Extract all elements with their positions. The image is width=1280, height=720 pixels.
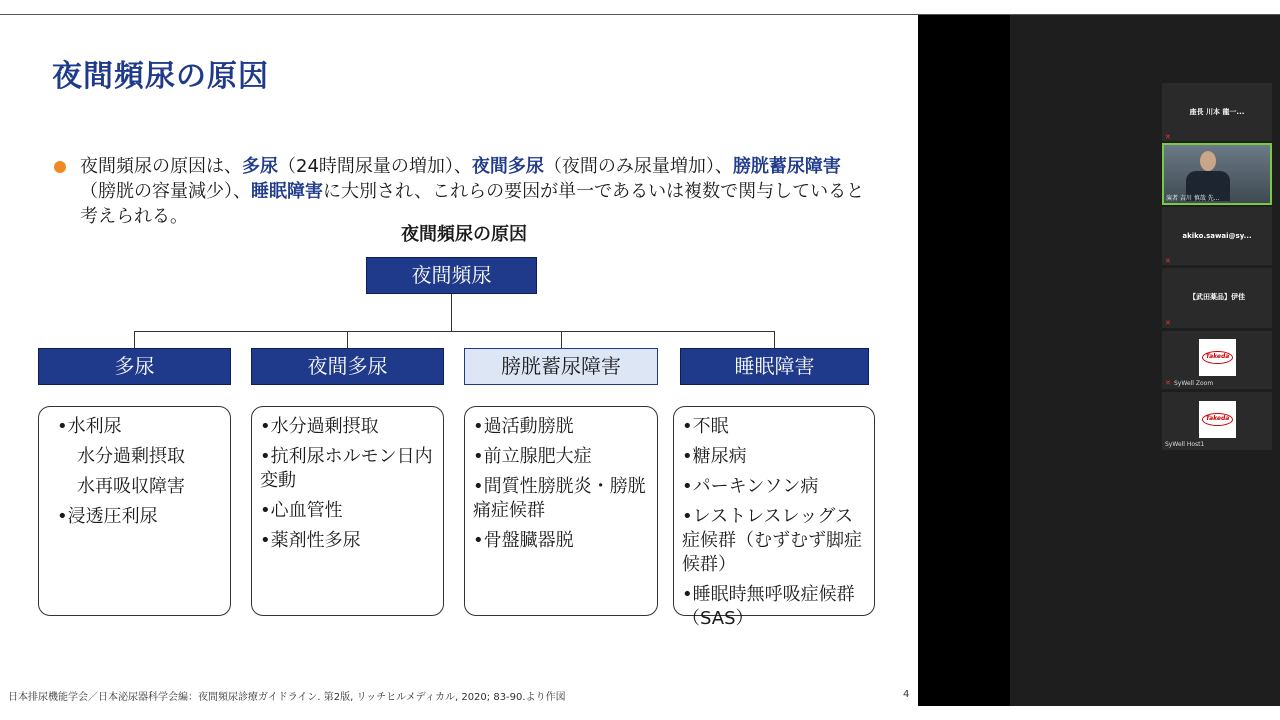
list-item: •パーキンソン病 [682,476,819,497]
connector-line [134,331,775,332]
participant-name: 座長 川本 龍一... [1189,108,1245,116]
list-item: 水分過剰摂取 [77,446,185,467]
list-item: •抗利尿ホルモン日内変動 [260,446,433,491]
participant-tile[interactable] [1162,207,1272,265]
bullet-highlight: 睡眠障害 [251,181,323,202]
window-top-bar [0,0,1280,15]
shared-slide [0,15,918,706]
mic-muted-icon: ✕ [1165,133,1171,141]
slide-footer-reference: 日本排尿機能学会／日本泌尿器科学会編：夜間頻尿診療ガイドライン. 第2版, リッチヒルメディカル, 2020; 83-90.より作図 [8,692,566,703]
connector-line [774,331,775,348]
list-item: •間質性膀胱炎・膀胱痛症候群 [473,476,646,521]
diagram-title: 夜間頻尿の原因 [401,224,527,245]
slide-title: 夜間頻尿の原因 [52,59,269,94]
connector-line [347,331,348,348]
list-item: •薬剤性多尿 [260,530,361,551]
participant-name: akiko.sawai@sy... [1182,232,1252,240]
diagram-root-box: 夜間頻尿 [366,257,537,294]
participant-video[interactable] [1162,143,1272,205]
bullet-highlight: 夜間多尿 [471,156,544,177]
list-item: •前立腺肥大症 [473,446,592,467]
bullet-segment: に大別され、これらの要因が単一であるいは複数で関与していると考えられる。 [80,181,865,227]
bullet-text [80,154,870,229]
mic-muted-icon: ✕ [1165,379,1171,387]
bullet-segment: （夜間のみ尿量増加）、 [543,156,733,177]
mic-muted-icon: ✕ [1165,319,1171,327]
bullet-highlight: 多尿 [242,156,278,177]
connector-line [451,294,452,332]
detail-box-bladder-storage [464,406,658,616]
bullet-dot-icon [54,161,66,173]
connector-line [134,331,135,348]
participant-label: 演者 吉川 慎哉 先... [1166,195,1220,202]
bullet-highlight: 膀胱蓄尿障害 [732,156,841,177]
takeda-logo [1199,401,1236,438]
detail-box-nocturnal-polyuria [251,406,444,616]
mic-muted-icon: ✕ [1165,257,1171,265]
detail-box-sleep-disorder [673,406,875,629]
logo-text: Takeda [1205,415,1230,422]
window-bottom-bar [0,706,1280,720]
bullet-segment: （膀胱の容量減少）、 [80,181,251,202]
connector-line [561,331,562,348]
slide-page-number: 4 [903,689,910,700]
detail-box-polyuria [38,406,231,616]
logo-oval [1202,351,1233,364]
logo-text: Takeda [1205,353,1230,360]
list-item: •睡眠時無呼吸症候群（SAS） [682,584,855,629]
list-item: •骨盤臓器脱 [473,530,574,551]
takeda-logo [1199,339,1236,376]
category-sleep-disorder: 睡眠障害 [680,348,869,385]
speaker-head [1200,151,1216,171]
participant-name: 【武田薬品】伊佳 [1189,293,1245,301]
list-item: •水利尿 [57,416,122,437]
list-item: •浸透圧利尿 [57,506,158,527]
list-item: •糖尿病 [682,446,747,467]
list-item: •レストレスレッグス症候群（むずむず脚症候群） [682,506,862,575]
category-polyuria: 多尿 [38,348,231,385]
category-bladder-storage: 膀胱蓄尿障害 [464,348,658,385]
participant-label: SyWell Host1 [1165,441,1205,448]
list-item: •心血管性 [260,500,343,521]
list-item: •過活動膀胱 [473,416,574,437]
list-item: •不眠 [682,416,729,437]
logo-oval [1202,413,1233,426]
bullet-segment: 夜間頻尿の原因は、 [80,156,242,177]
participant-tile[interactable] [1162,83,1272,141]
participant-tile[interactable] [1162,268,1272,328]
screen-share-margin [918,15,1010,706]
list-item: •水分過剰摂取 [260,416,379,437]
category-nocturnal-polyuria: 夜間多尿 [251,348,444,385]
bullet-segment: （24時間尿量の増加）、 [278,156,472,177]
list-item: 水再吸収障害 [77,476,185,497]
participant-label: SyWell Zoom [1174,380,1214,387]
